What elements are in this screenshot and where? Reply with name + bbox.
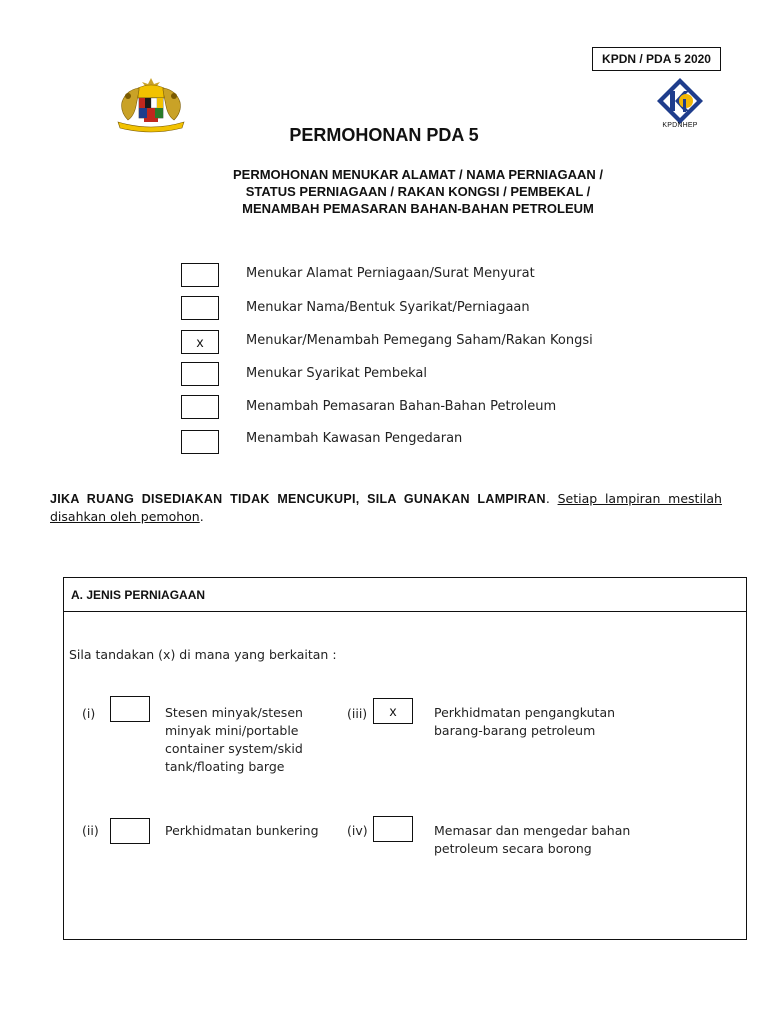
attachment-note-end: . (199, 509, 204, 524)
option-label-line: Memasar dan mengedar bahan (434, 823, 631, 838)
kpdnhep-logo-icon (656, 77, 704, 125)
option-label-line: barang-barang petroleum (434, 723, 596, 738)
option-label-line: Stesen minyak/stesen (165, 705, 303, 720)
option-label-petroleum-transport (434, 704, 684, 740)
option-number: (iii) (347, 706, 368, 721)
option-label-line: petroleum secara borong (434, 841, 592, 856)
subtitle-line: PERMOHONAN MENUKAR ALAMAT / NAMA PERNIAGAAN / (232, 167, 603, 182)
checkbox-mark: x (389, 703, 397, 719)
option-label-line: Perkhidmatan pengangkutan (434, 705, 616, 720)
option-label-change-shareholders: Menukar/Menambah Pemegang Saham/Rakan Kongsi (246, 333, 593, 348)
form-code: KPDN / PDA 5 2020 (602, 52, 711, 66)
option-label-bunkering (165, 822, 345, 840)
page-title: PERMOHONAN PDA 5 (289, 125, 479, 145)
option-label-add-distribution-area: Menambah Kawasan Pengedaran (246, 431, 463, 446)
section-instruction: Sila tandakan (x) di mana yang berkaitan : (69, 647, 337, 662)
option-number: (iv) (347, 823, 368, 838)
checkbox-change-shareholders[interactable] (181, 330, 219, 354)
checkbox-bunkering[interactable] (110, 818, 150, 844)
checkbox-change-address[interactable] (181, 263, 219, 287)
option-label-wholesale-petroleum (434, 822, 704, 858)
option-label-petrol-station (165, 704, 345, 776)
page-subtitle (0, 166, 768, 217)
checkbox-change-supplier[interactable] (181, 362, 219, 386)
checkbox-add-distribution-area[interactable] (181, 430, 219, 454)
checkbox-mark: x (196, 334, 204, 350)
attachment-note (50, 490, 722, 526)
attachment-note-underlined: Setiap lampiran mestilah disahkan oleh pemohon (50, 491, 722, 524)
option-label-change-supplier: Menukar Syarikat Pembekal (246, 366, 427, 381)
option-label-add-petroleum-marketing: Menambah Pemasaran Bahan-Bahan Petroleum (246, 399, 557, 414)
checkbox-change-name[interactable] (181, 296, 219, 320)
option-number: (ii) (82, 823, 99, 838)
checkbox-add-petroleum-marketing[interactable] (181, 395, 219, 419)
checkbox-wholesale-petroleum[interactable] (373, 816, 413, 842)
form-code-box (592, 47, 721, 71)
option-label-line: container system/skid (165, 741, 303, 756)
section-heading: A. JENIS PERNIAGAAN (64, 578, 746, 612)
option-label-line: tank/floating barge (165, 759, 285, 774)
subtitle-line: STATUS PERNIAGAAN / RAKAN KONGSI / PEMBEKAL / (245, 184, 591, 199)
section-business-type (63, 577, 747, 940)
checkbox-petroleum-transport[interactable] (373, 698, 413, 724)
option-number: (i) (82, 706, 96, 721)
checkbox-petrol-station[interactable] (110, 696, 150, 722)
attachment-note-bold: JIKA RUANG DISEDIAKAN TIDAK MENCUKUPI, SILA GUNAKAN LAMPIRAN (50, 492, 546, 506)
option-label-change-address: Menukar Alamat Perniagaan/Surat Menyurat (246, 266, 535, 281)
option-label-line: minyak mini/portable (165, 723, 299, 738)
subtitle-line: MENAMBAH PEMASARAN BAHAN-BAHAN PETROLEUM (242, 201, 594, 216)
attachment-note-period: . (545, 491, 550, 506)
option-label-change-name: Menukar Nama/Bentuk Syarikat/Perniagaan (246, 300, 530, 315)
kpdnhep-logo-text: KPDNHEP (662, 122, 698, 129)
option-label-line: Perkhidmatan bunkering (165, 823, 319, 838)
